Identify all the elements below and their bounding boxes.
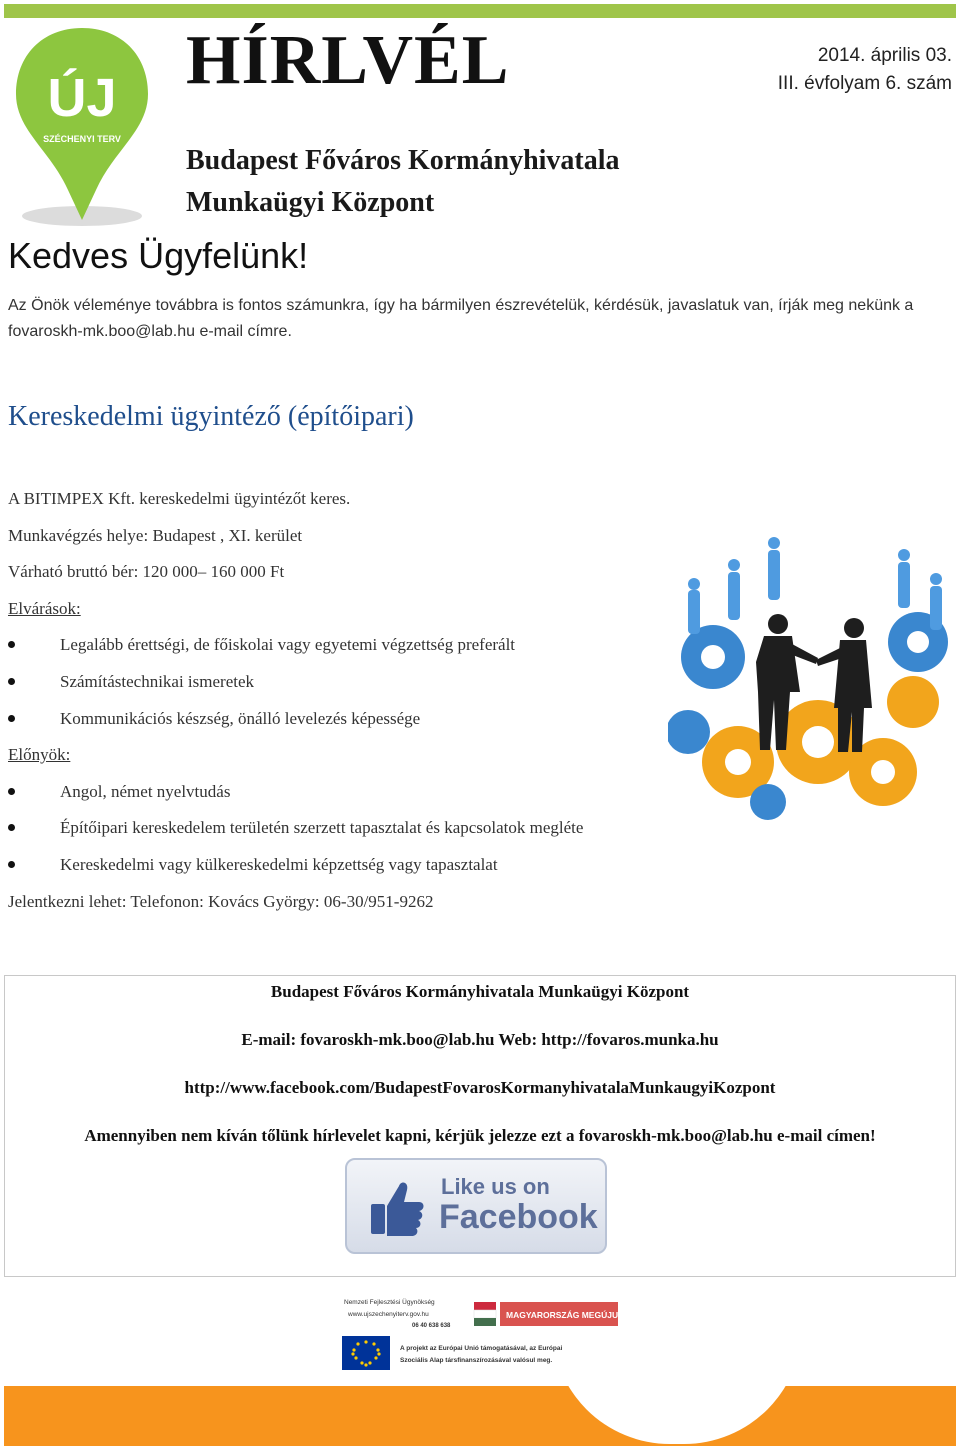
list-item — [8, 632, 668, 669]
advantage-text: Angol, német nyelvtudás — [60, 781, 231, 801]
fb-button-line-1: Like us on — [441, 1174, 550, 1199]
hungary-label: MAGYARORSZÁG MEGÚJUL — [506, 1310, 624, 1320]
thumbs-up-icon — [369, 1176, 425, 1238]
list-item — [8, 669, 668, 706]
issue-number: III. évfolyam 6. szám — [777, 73, 952, 94]
requirement-text: Legalább érettségi, de főiskolai vagy egyetemi végzettség preferált — [60, 635, 516, 655]
job-company: A BITIMPEX Kft. kereskedelmi ügyintézőt keres. — [8, 489, 351, 508]
newsletter-title: HÍRLVÉL — [186, 22, 510, 99]
greeting: Kedves Ügyfelünk! — [8, 235, 309, 276]
bullet-icon — [8, 715, 15, 722]
requirement-text: Számítástechnikai ismeretek — [60, 671, 255, 691]
job-contact: Jelentkezni lehet: Telefonon: Kovács György: 06-30/951-9262 — [8, 891, 434, 911]
bullet-icon — [8, 678, 15, 685]
organization-name — [186, 140, 620, 224]
intro-text: Az Önök véleménye továbbra is fontos számunkra, így ha bármilyen észrevételük, kérdésük, javaslatuk van, írják meg nekünk a fovaroskh-mk.boo@lab.hu e-mail címre. — [8, 297, 914, 340]
list-item — [8, 815, 668, 852]
issue-date: 2014. április 03. — [817, 45, 952, 66]
eu-text-line-2: Szociális Alap társfinanszírozásával valósul meg. — [400, 1357, 553, 1364]
footer-unsubscribe: Amennyiben nem kíván tőlünk hírlevelet kapni, kérjük jelezze ezt a fovaroskh-mk.boo@lab.hu e-mail címen! — [84, 1126, 876, 1145]
advantage-text: Kereskedelmi vagy külkereskedelmi képzettség vagy tapasztalat — [60, 854, 498, 874]
bottom-orange-bar — [4, 1386, 956, 1446]
eu-agency: Nemzeti Fejlesztési Ügynökség — [344, 1299, 435, 1306]
bullet-icon — [8, 861, 15, 868]
job-title: Kereskedelmi ügyintéző (építőipari) — [8, 401, 414, 432]
logo-subtext: SZÉCHENYI TERV — [43, 134, 121, 144]
footer-facebook-link[interactable]: http://www.facebook.com/BudapestFovarosKormanyhivatalaMunkaugyiKozpont — [184, 1078, 776, 1097]
job-salary: Várható bruttó bér: 120 000– 160 000 Ft — [8, 562, 285, 582]
list-item — [8, 779, 668, 816]
business-handshake-illustration — [668, 532, 958, 822]
org-line-1: Budapest Főváros Kormányhivatala — [186, 145, 620, 176]
eu-text-line-1: A projekt az Európai Unió támogatásával, az Európai — [400, 1345, 563, 1352]
org-line-2: Munkaügyi Központ — [186, 187, 435, 218]
bullet-icon — [8, 824, 15, 831]
footer-contact-links[interactable]: E-mail: fovaroskh-mk.boo@lab.hu Web: http://fovaros.munka.hu — [241, 1030, 719, 1049]
eu-website: www.ujszechenyiterv.gov.hu — [348, 1311, 429, 1318]
top-green-bar — [4, 4, 956, 18]
footer-org: Budapest Főváros Kormányhivatala Munkaügyi Központ — [270, 982, 690, 1001]
bullet-icon — [8, 641, 15, 648]
eu-phone: 06 40 638 638 — [412, 1323, 451, 1329]
list-item — [8, 852, 668, 889]
eu-funding-banner — [326, 1290, 634, 1378]
like-us-on-facebook-button[interactable] — [345, 1158, 607, 1254]
job-details — [8, 486, 668, 925]
requirement-text: Kommunikációs készség, önálló levelezés képessége — [60, 708, 421, 728]
requirements-label: Elvárások: — [8, 598, 81, 618]
list-item — [8, 706, 668, 743]
advantages-label: Előnyök: — [8, 745, 71, 765]
fb-button-line-2: Facebook — [439, 1198, 598, 1236]
bottom-arc-decoration — [552, 1386, 802, 1444]
advantage-text: Építőipari kereskedelem területén szerzett tapasztalat és kapcsolatok megléte — [60, 818, 584, 838]
uj-szechenyi-terv-logo — [10, 20, 155, 230]
issue-info — [778, 42, 952, 98]
bullet-icon — [8, 788, 15, 795]
logo-letters: ÚJ — [47, 68, 117, 128]
job-location: Munkavégzés helye: Budapest , XI. kerület — [8, 525, 303, 545]
